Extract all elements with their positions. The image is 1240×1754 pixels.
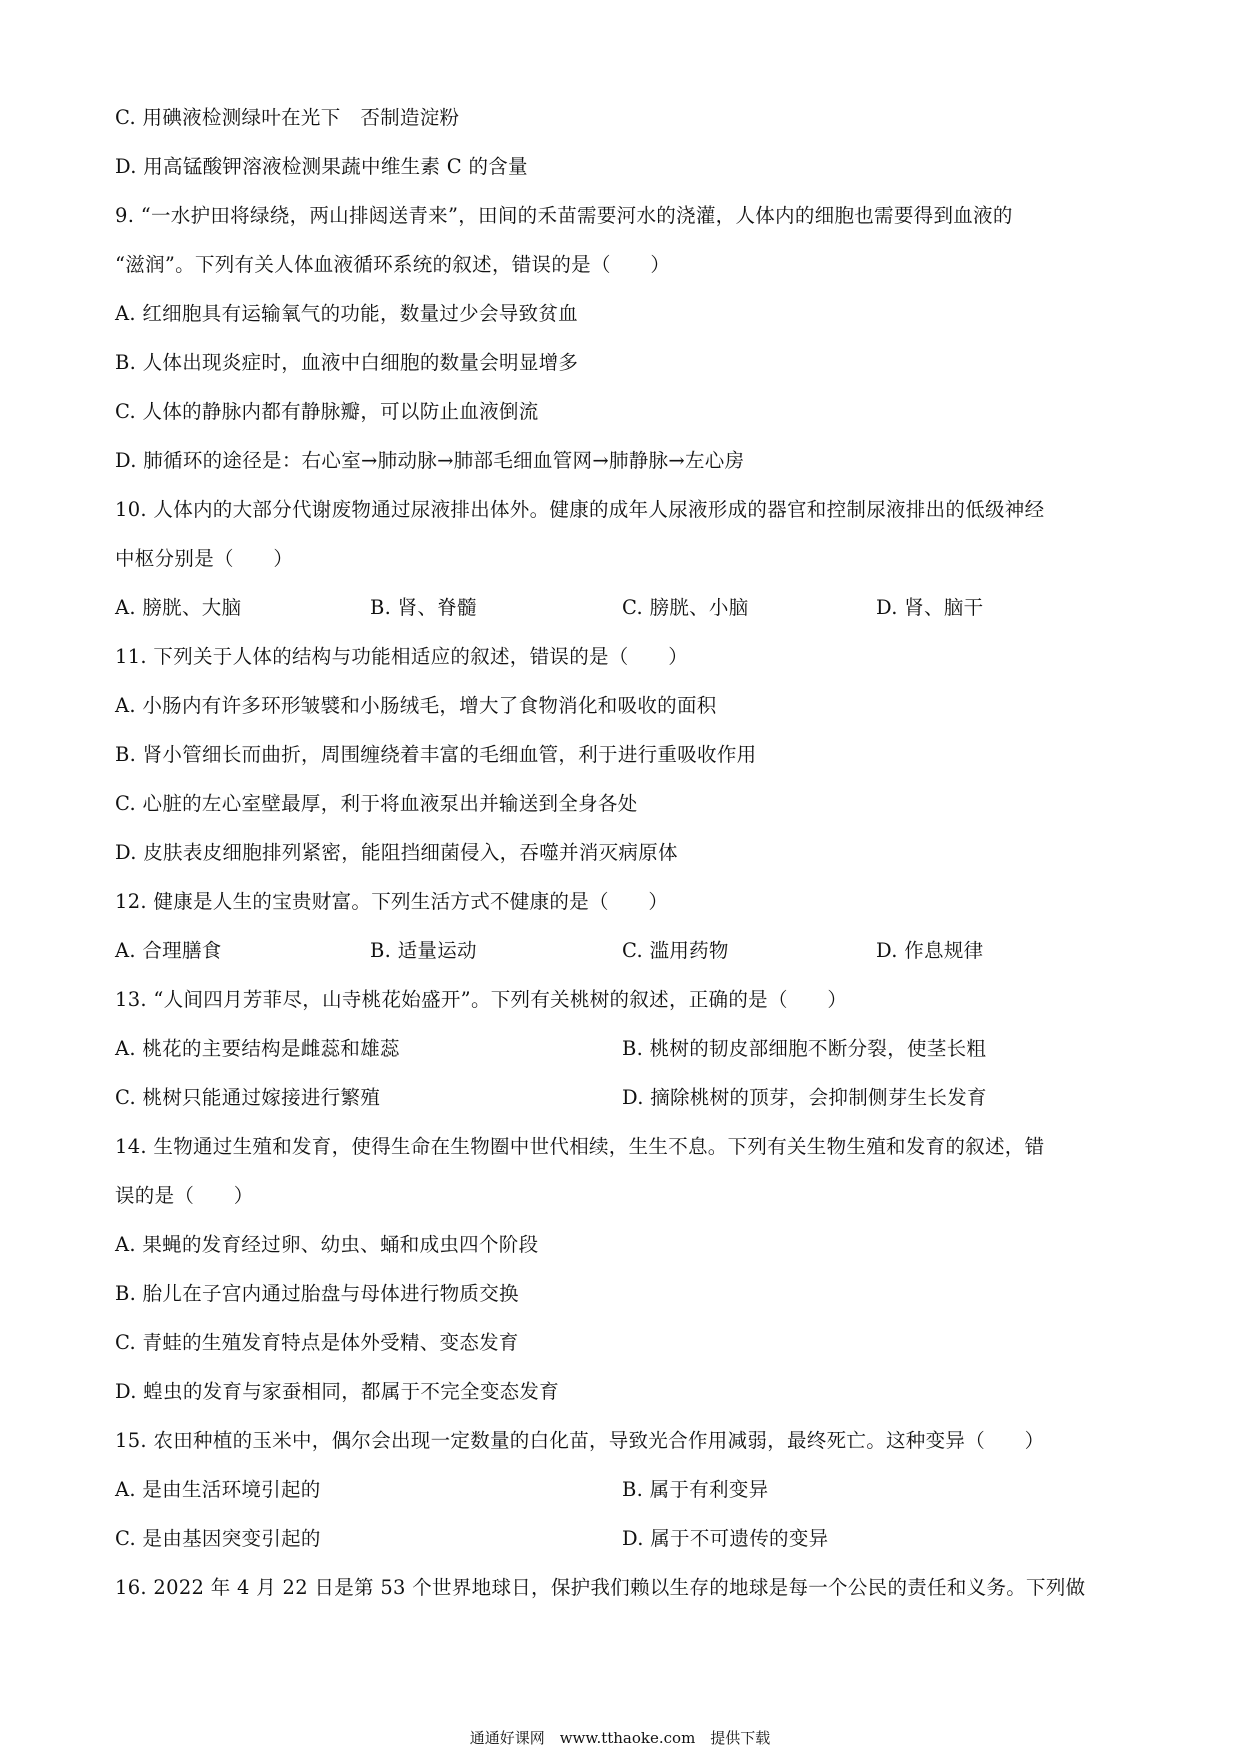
q15-option-c: C. 是由基因突变引起的 <box>115 1527 321 1550</box>
q9-option-c: C. 人体的静脉内都有静脉瓣，可以防止血液倒流 <box>115 400 539 423</box>
q13-option-d: D. 摘除桃树的顶芽，会抑制侧芽生长发育 <box>622 1086 987 1109</box>
q11-option-a: A. 小肠内有许多环形皱襞和小肠绒毛，增大了食物消化和吸收的面积 <box>115 694 717 717</box>
q9-option-b: B. 人体出现炎症时，血液中白细胞的数量会明显增多 <box>115 351 579 374</box>
page-footer: 通通好课网 www.tthaoke.com 提供下载 <box>469 1729 771 1747</box>
q14-stem-line2: 误的是（ ） <box>115 1184 254 1207</box>
q8-option-d: D. 用高锰酸钾溶液检测果蔬中维生素 C 的含量 <box>115 155 528 178</box>
q12-stem: 12. 健康是人生的宝贵财富。下列生活方式不健康的是（ ） <box>115 890 669 913</box>
q15-stem: 15. 农田种植的玉米中，偶尔会出现一定数量的白化苗，导致光合作用减弱，最终死亡。这种变异（ ） <box>115 1429 1045 1452</box>
q9-option-a: A. 红细胞具有运输氧气的功能，数量过少会导致贫血 <box>115 302 578 325</box>
q12-option-c: C. 滥用药物 <box>622 939 729 962</box>
q15-option-a: A. 是由生活环境引起的 <box>115 1478 321 1501</box>
q15-option-b: B. 属于有利变异 <box>622 1478 769 1501</box>
q11-option-c: C. 心脏的左心室壁最厚，利于将血液泵出并输送到全身各处 <box>115 792 638 815</box>
q9-stem-line1: 9. “一水护田将绿绕，两山排闼送青来”，田间的禾苗需要河水的浇灌，人体内的细胞也需要得到血液的 <box>115 204 1013 227</box>
q12-option-b: B. 适量运动 <box>370 939 477 962</box>
q10-stem-line2: 中枢分别是（ ） <box>115 547 294 570</box>
q9-stem-line2: “滋润”。下列有关人体血液循环系统的叙述，错误的是（ ） <box>115 253 671 276</box>
q11-option-d: D. 皮肤表皮细胞排列紧密，能阻挡细菌侵入，吞噬并消灭病原体 <box>115 841 678 864</box>
q10-option-d: D. 肾、脑干 <box>876 596 984 619</box>
q8-option-c: C. 用碘液检测绿叶在光下 否制造淀粉 <box>115 106 460 129</box>
q14-option-d: D. 蝗虫的发育与家蚕相同，都属于不完全变态发育 <box>115 1380 560 1403</box>
q10-option-a: A. 膀胱、大脑 <box>115 596 242 619</box>
q12-option-a: A. 合理膳食 <box>115 939 222 962</box>
q11-stem: 11. 下列关于人体的结构与功能相适应的叙述，错误的是（ ） <box>115 645 689 668</box>
q13-option-b: B. 桃树的韧皮部细胞不断分裂，使茎长粗 <box>622 1037 987 1060</box>
q10-stem-line1: 10. 人体内的大部分代谢废物通过尿液排出体外。健康的成年人尿液形成的器官和控制尿液排出的低级神经 <box>115 498 1045 521</box>
q14-option-c: C. 青蛙的生殖发育特点是体外受精、变态发育 <box>115 1331 519 1354</box>
q9-option-d: D. 肺循环的途径是：右心室→肺动脉→肺部毛细血管网→肺静脉→左心房 <box>115 449 745 472</box>
q14-stem-line1: 14. 生物通过生殖和发育，使得生命在生物圈中世代相续，生生不息。下列有关生物生殖和发育的叙述，错 <box>115 1135 1045 1158</box>
q14-option-b: B. 胎儿在子宫内通过胎盘与母体进行物质交换 <box>115 1282 519 1305</box>
q16-stem: 16. 2022 年 4 月 22 日是第 53 个世界地球日，保护我们赖以生存的地球是每一个公民的责任和义务。下列做 <box>115 1576 1086 1599</box>
q13-option-c: C. 桃树只能通过嫁接进行繁殖 <box>115 1086 381 1109</box>
q10-option-c: C. 膀胱、小脑 <box>622 596 749 619</box>
q10-option-b: B. 肾、脊髓 <box>370 596 477 619</box>
q13-stem: 13. “人间四月芳菲尽，山寺桃花始盛开”。下列有关桃树的叙述，正确的是（ ） <box>115 988 848 1011</box>
q15-option-d: D. 属于不可遗传的变异 <box>622 1527 829 1550</box>
q11-option-b: B. 肾小管细长而曲折，周围缠绕着丰富的毛细血管，利于进行重吸收作用 <box>115 743 757 766</box>
q12-option-d: D. 作息规律 <box>876 939 984 962</box>
q14-option-a: A. 果蝇的发育经过卵、幼虫、蛹和成虫四个阶段 <box>115 1233 539 1256</box>
q13-option-a: A. 桃花的主要结构是雌蕊和雄蕊 <box>115 1037 400 1060</box>
